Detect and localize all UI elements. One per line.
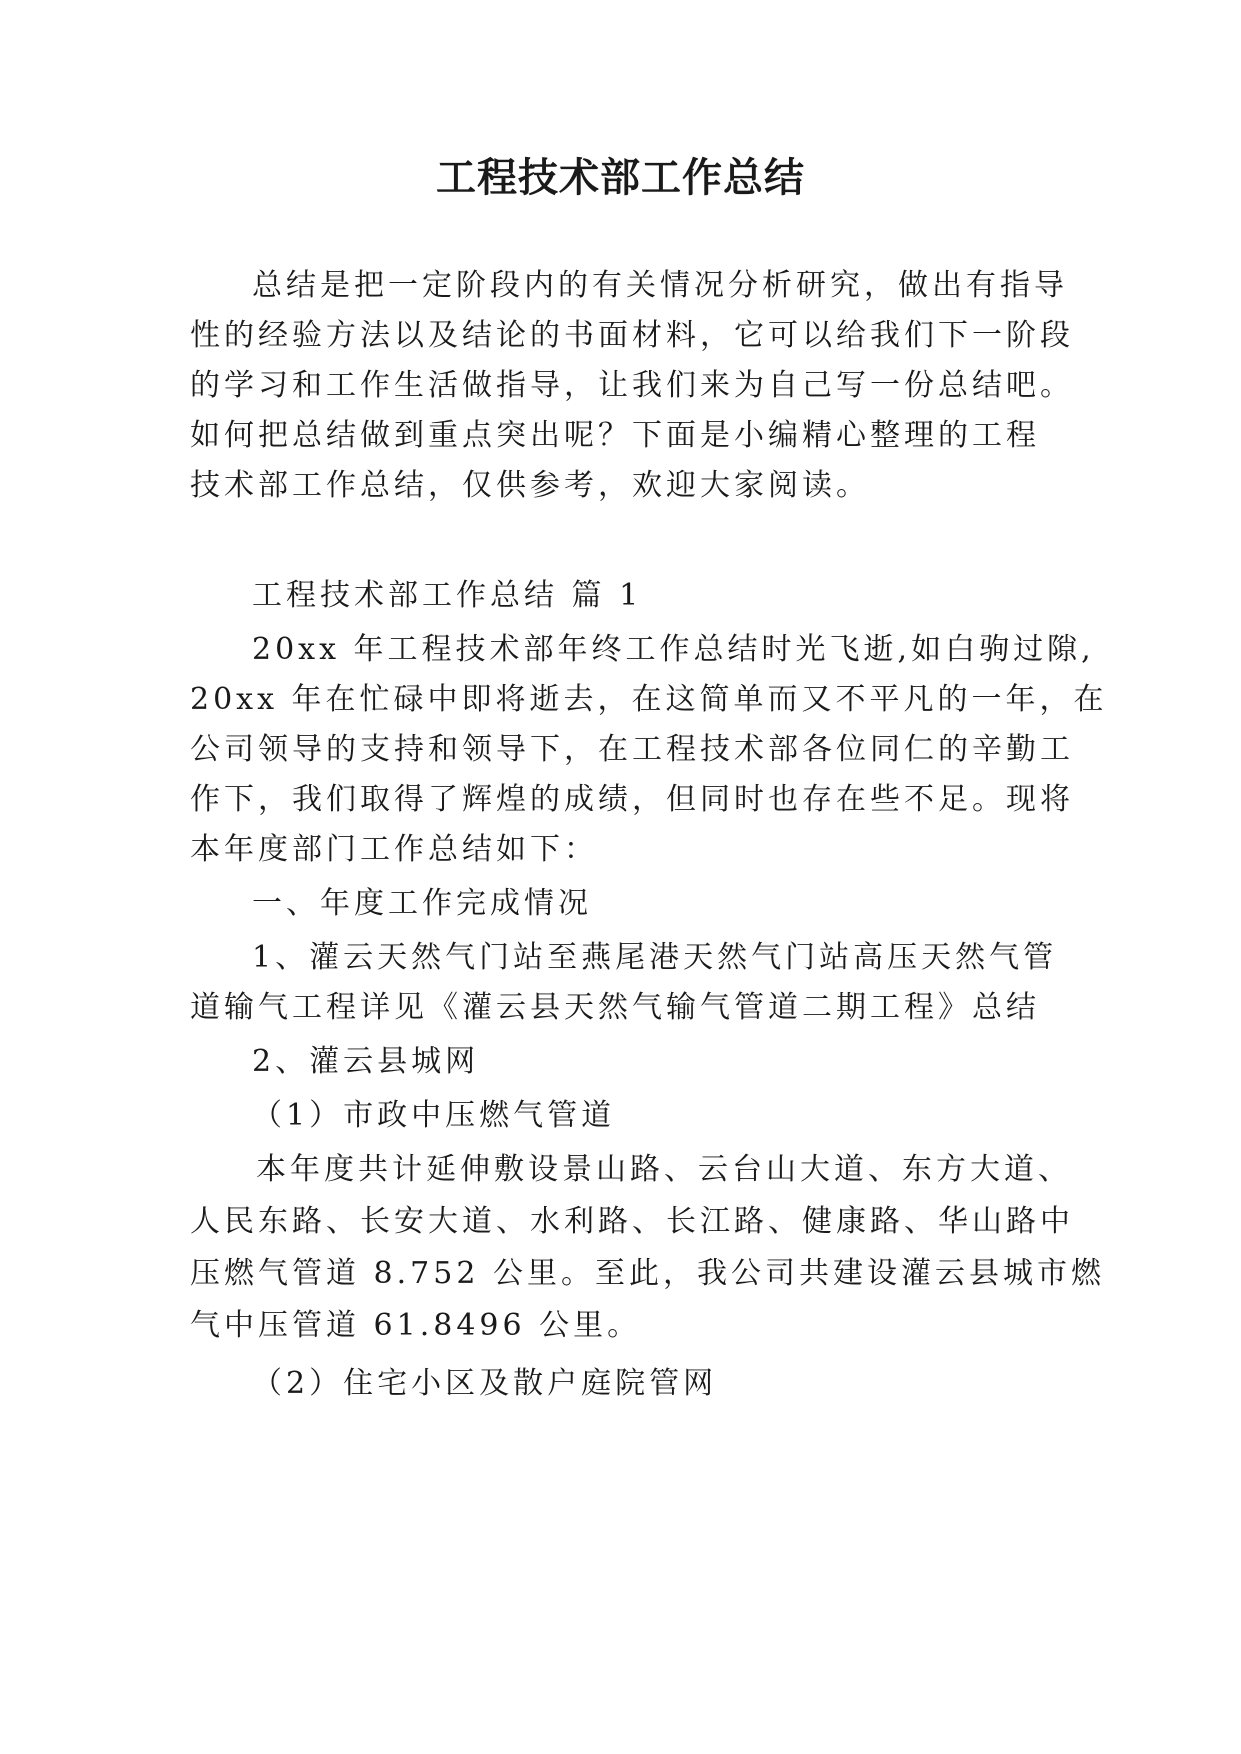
body-line: 道输气工程详见《灌云县天然气输气管道二期工程》总结 <box>190 990 1040 1025</box>
subsection-heading: （2）住宅小区及散户庭院管网 <box>252 1366 718 1401</box>
body-line: 本年度共计延伸敷设景山路、云台山大道、东方大道、 <box>256 1152 1072 1187</box>
body-line: 20xx 年在忙碌中即将逝去，在这简单而又不平凡的一年，在 <box>190 682 1108 717</box>
body-line: 气中压管道 61.8496 公里。 <box>190 1308 642 1343</box>
body-line: 本年度部门工作总结如下： <box>190 832 598 867</box>
intro-line: 的学习和工作生活做指导，让我们来为自己写一份总结吧。 <box>190 368 1074 403</box>
subsection-heading: 一、年度工作完成情况 <box>252 886 592 921</box>
intro-line: 性的经验方法以及结论的书面材料，它可以给我们下一阶段 <box>190 318 1074 353</box>
document-title: 工程技术部工作总结 <box>436 154 805 201</box>
body-line: 20xx 年工程技术部年终工作总结时光飞逝,如白驹过隙, <box>252 632 1095 667</box>
intro-line: 如何把总结做到重点突出呢？下面是小编精心整理的工程 <box>190 418 1040 453</box>
section-heading: 工程技术部工作总结 篇 1 <box>252 578 643 613</box>
intro-line: 技术部工作总结，仅供参考，欢迎大家阅读。 <box>190 468 870 503</box>
subsection-heading: （1）市政中压燃气管道 <box>252 1098 616 1133</box>
body-line: 作下，我们取得了辉煌的成绩，但同时也存在些不足。现将 <box>190 782 1074 817</box>
body-line: 公司领导的支持和领导下，在工程技术部各位同仁的辛勤工 <box>190 732 1074 767</box>
body-line: 1、灌云天然气门站至燕尾港天然气门站高压天然气管 <box>252 940 1058 975</box>
body-line: 压燃气管道 8.752 公里。至此，我公司共建设灌云县城市燃 <box>190 1256 1105 1291</box>
subsection-heading: 2、灌云县城网 <box>252 1044 480 1079</box>
intro-line: 总结是把一定阶段内的有关情况分析研究，做出有指导 <box>252 268 1068 303</box>
body-line: 人民东路、长安大道、水利路、长江路、健康路、华山路中 <box>190 1204 1074 1239</box>
